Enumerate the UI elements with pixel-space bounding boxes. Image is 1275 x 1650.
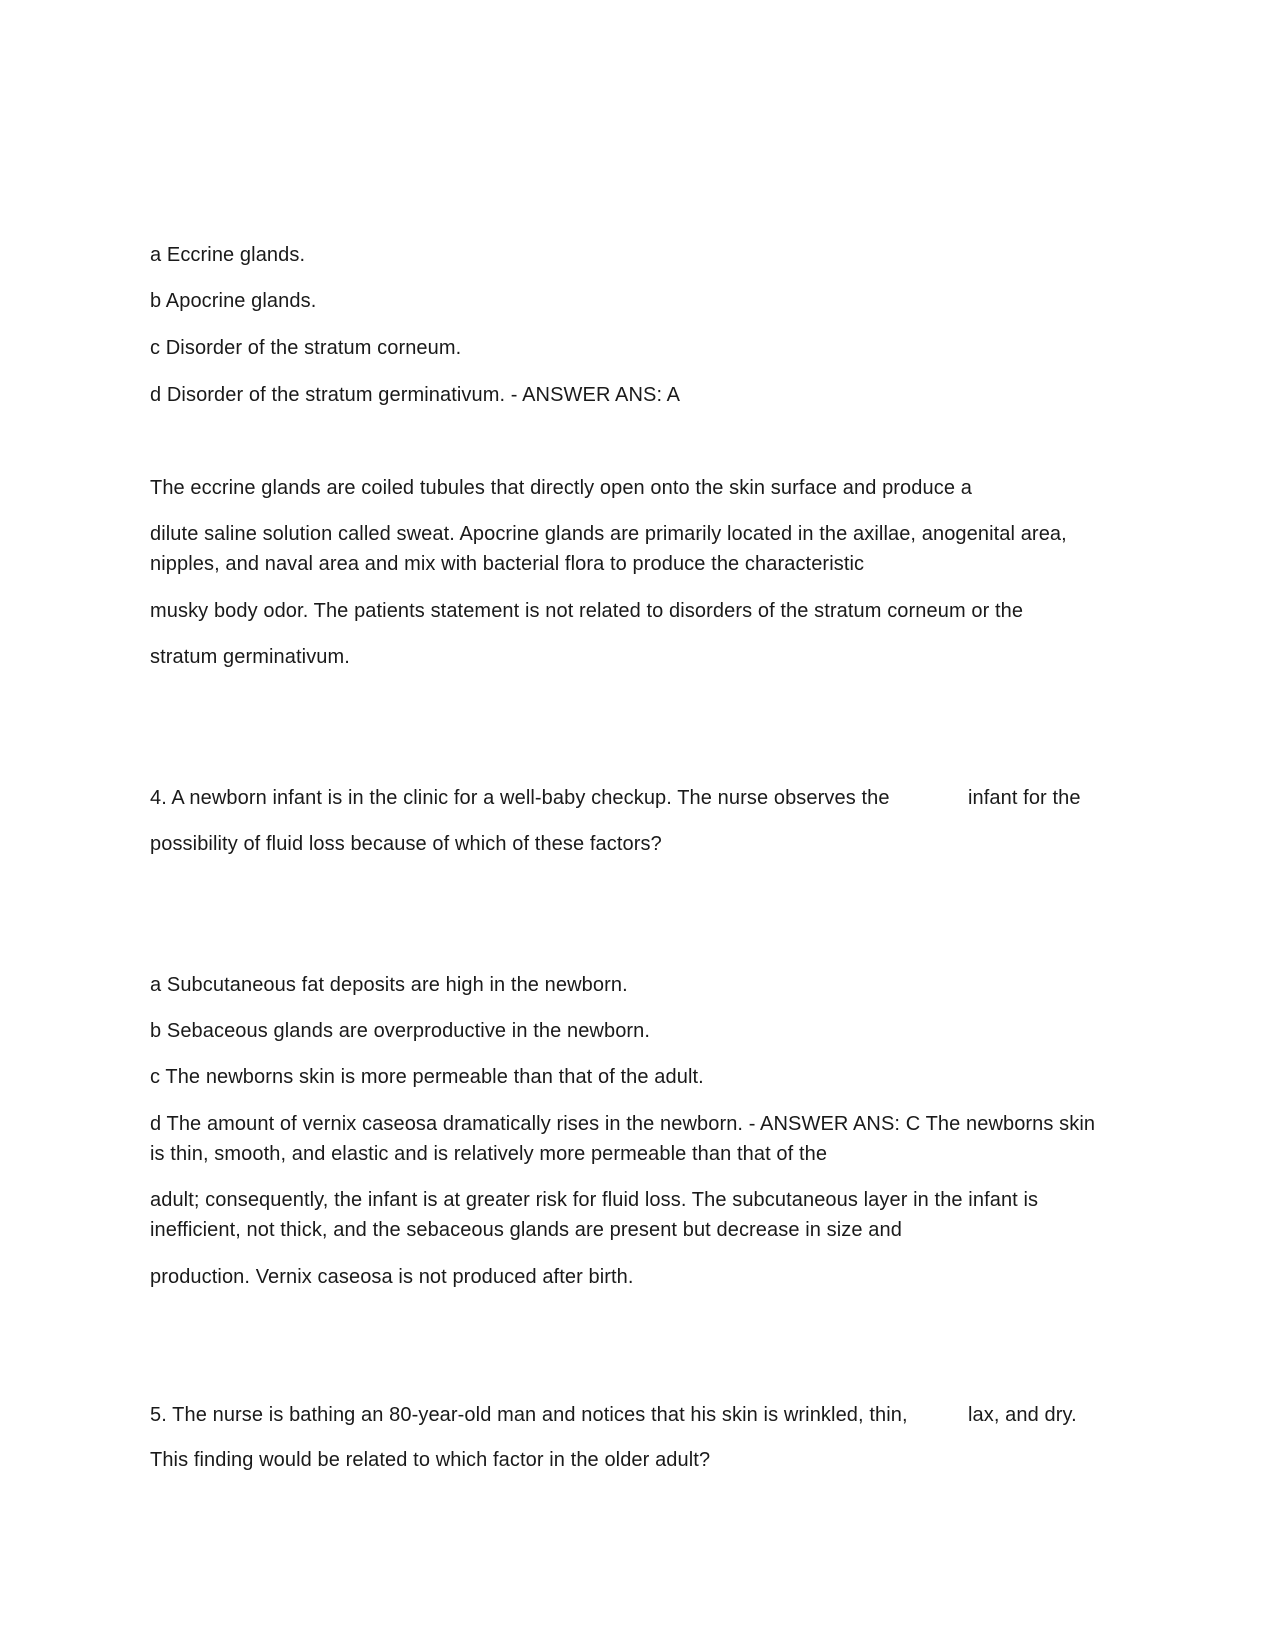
q4-option-c: c The newborns skin is more permeable than that of the adult. xyxy=(150,1066,704,1088)
q3-explanation-line-3: nipples, and naval area and mix with bacterial flora to produce the characteristic xyxy=(150,553,865,575)
q4-explanation-line-2: adult; consequently, the infant is at greater risk for fluid loss. The subcutaneous layer in the infant is xyxy=(150,1189,1039,1211)
q4-stem-line-2: possibility of fluid loss because of which of these factors? xyxy=(150,833,662,855)
q3-explanation-line-2: dilute saline solution called sweat. Apocrine glands are primarily located in the axillae, anogenital area, xyxy=(150,523,1067,545)
q4-stem-line-1 xyxy=(150,783,890,813)
q4-option-b: b Sebaceous glands are overproductive in the newborn. xyxy=(150,1020,651,1042)
q4-stem-right: infant for the xyxy=(968,787,1081,809)
q5-stem-line-2: This finding would be related to which factor in the older adult? xyxy=(150,1449,711,1471)
q5-stem-right: lax, and dry. xyxy=(968,1404,1077,1426)
q4-explanation-line-4: production. Vernix caseosa is not produced after birth. xyxy=(150,1266,634,1288)
q4-explanation-line-3: inefficient, not thick, and the sebaceous glands are present but decrease in size and xyxy=(150,1219,902,1241)
q4-option-a: a Subcutaneous fat deposits are high in the newborn. xyxy=(150,974,628,996)
q3-explanation-line-4: musky body odor. The patients statement is not related to disorders of the stratum corneum or the xyxy=(150,600,1024,622)
q4-explanation-line-1: is thin, smooth, and elastic and is relatively more permeable than that of the xyxy=(150,1143,828,1165)
q3-option-d: d Disorder of the stratum germinativum. - ANSWER ANS: A xyxy=(150,384,681,406)
q3-option-a: a Eccrine glands. xyxy=(150,244,306,266)
q3-explanation-line-5: stratum germinativum. xyxy=(150,646,350,668)
q5-stem-left: 5. The nurse is bathing an 80-year-old man and notices that his skin is wrinkled, thin, xyxy=(150,1404,908,1426)
q5-stem-line-1 xyxy=(150,1400,908,1430)
q4-option-d: d The amount of vernix caseosa dramatically rises in the newborn. - ANSWER ANS: C The newborns skin xyxy=(150,1113,1096,1135)
q3-option-b: b Apocrine glands. xyxy=(150,290,317,312)
q4-stem-left: 4. A newborn infant is in the clinic for a well-baby checkup. The nurse observes the xyxy=(150,787,890,809)
q3-option-c: c Disorder of the stratum corneum. xyxy=(150,337,462,359)
q3-explanation-line-1: The eccrine glands are coiled tubules that directly open onto the skin surface and produce a xyxy=(150,477,972,499)
